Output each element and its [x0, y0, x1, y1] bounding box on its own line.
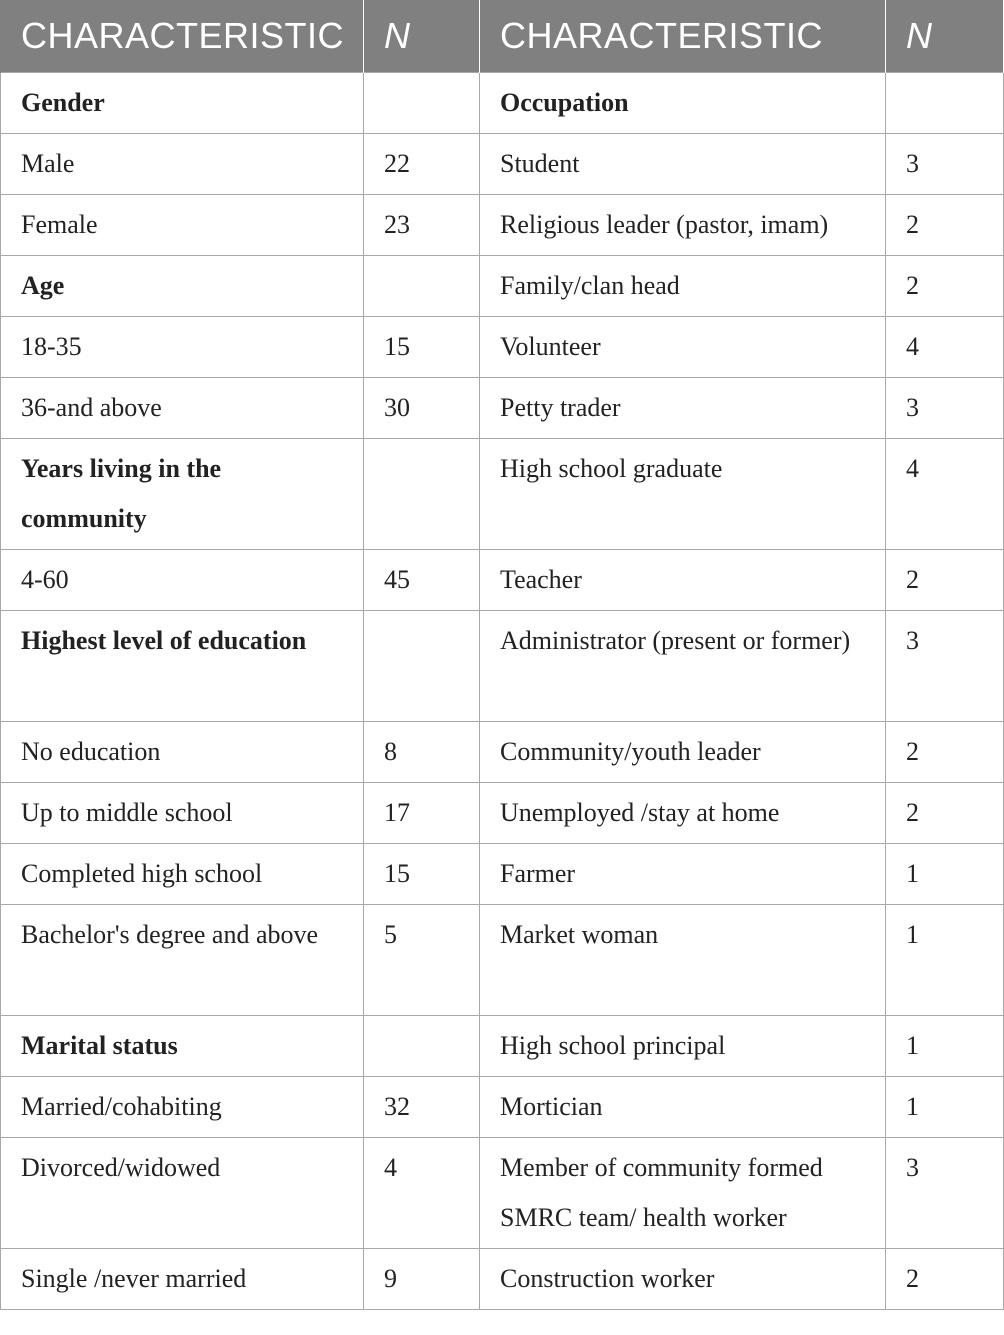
count-left-cell: 15	[364, 317, 480, 378]
characteristic-right-cell: Farmer	[480, 844, 886, 905]
characteristic-left-cell: Married/cohabiting	[1, 1077, 364, 1138]
table-row	[1, 1016, 1004, 1077]
count-right-cell: 2	[886, 1249, 1004, 1310]
count-left-cell: 32	[364, 1077, 480, 1138]
characteristic-right-cell: Construction worker	[480, 1249, 886, 1310]
characteristic-right-cell: Volunteer	[480, 317, 886, 378]
table-row	[1, 905, 1004, 1016]
characteristic-left-cell: Highest level of education	[1, 611, 364, 722]
characteristic-right-cell: Religious leader (pastor, imam)	[480, 195, 886, 256]
table-row	[1, 134, 1004, 195]
characteristic-left-cell: Up to middle school	[1, 783, 364, 844]
count-right-cell: 2	[886, 783, 1004, 844]
table-row	[1, 844, 1004, 905]
characteristic-left-cell: Single /never married	[1, 1249, 364, 1310]
count-left-cell: 5	[364, 905, 480, 1016]
count-left-cell: 9	[364, 1249, 480, 1310]
table-row	[1, 378, 1004, 439]
characteristic-right-cell: High school principal	[480, 1016, 886, 1077]
table-row	[1, 611, 1004, 722]
count-left-cell: 23	[364, 195, 480, 256]
count-right-cell: 3	[886, 1138, 1004, 1249]
count-left-cell	[364, 439, 480, 550]
characteristic-right-cell: Teacher	[480, 550, 886, 611]
table-header	[1, 0, 1004, 73]
characteristic-right-cell: High school graduate	[480, 439, 886, 550]
characteristic-left-cell: Bachelor's degree and above	[1, 905, 364, 1016]
header-n-left: N	[364, 0, 480, 73]
characteristic-right-cell: Student	[480, 134, 886, 195]
table-row	[1, 317, 1004, 378]
count-right-cell: 2	[886, 195, 1004, 256]
count-right-cell: 2	[886, 256, 1004, 317]
count-right-cell	[886, 73, 1004, 134]
count-left-cell: 45	[364, 550, 480, 611]
table-row	[1, 722, 1004, 783]
characteristic-left-cell: Female	[1, 195, 364, 256]
characteristic-left-cell: Gender	[1, 73, 364, 134]
count-right-cell: 3	[886, 134, 1004, 195]
count-right-cell: 4	[886, 317, 1004, 378]
count-left-cell: 8	[364, 722, 480, 783]
count-left-cell: 22	[364, 134, 480, 195]
characteristic-left-cell: Completed high school	[1, 844, 364, 905]
characteristic-left-cell: Years living in the community	[1, 439, 364, 550]
table-row	[1, 783, 1004, 844]
count-left-cell: 4	[364, 1138, 480, 1249]
count-left-cell	[364, 256, 480, 317]
characteristic-right-cell: Administrator (present or former)	[480, 611, 886, 722]
characteristic-right-cell: Family/clan head	[480, 256, 886, 317]
count-left-cell	[364, 1016, 480, 1077]
count-right-cell: 4	[886, 439, 1004, 550]
characteristic-right-cell: Community/youth leader	[480, 722, 886, 783]
table-row	[1, 1077, 1004, 1138]
table-row	[1, 550, 1004, 611]
count-left-cell: 17	[364, 783, 480, 844]
count-left-cell	[364, 73, 480, 134]
table-row	[1, 195, 1004, 256]
characteristic-left-cell: 4-60	[1, 550, 364, 611]
table-body	[1, 73, 1004, 1310]
header-row	[1, 0, 1004, 73]
count-right-cell: 1	[886, 1016, 1004, 1077]
count-right-cell: 2	[886, 550, 1004, 611]
characteristic-left-cell: 18-35	[1, 317, 364, 378]
count-left-cell	[364, 611, 480, 722]
header-n-right: N	[886, 0, 1004, 73]
characteristic-right-cell: Occupation	[480, 73, 886, 134]
count-left-cell: 30	[364, 378, 480, 439]
characteristic-right-cell: Market woman	[480, 905, 886, 1016]
table-row	[1, 1249, 1004, 1310]
count-right-cell: 1	[886, 1077, 1004, 1138]
characteristic-right-cell: Mortician	[480, 1077, 886, 1138]
characteristic-left-cell: Age	[1, 256, 364, 317]
count-left-cell: 15	[364, 844, 480, 905]
characteristic-right-cell: Member of community formed SMRC team/ health worker	[480, 1138, 886, 1249]
table-row	[1, 256, 1004, 317]
characteristic-left-cell: Divorced/widowed	[1, 1138, 364, 1249]
header-characteristic-right: CHARACTERISTIC	[480, 0, 886, 73]
characteristic-left-cell: Marital status	[1, 1016, 364, 1077]
table-row	[1, 73, 1004, 134]
header-characteristic-left: CHARACTERISTIC	[1, 0, 364, 73]
count-right-cell: 2	[886, 722, 1004, 783]
characteristic-left-cell: Male	[1, 134, 364, 195]
characteristic-left-cell: No education	[1, 722, 364, 783]
characteristic-left-cell: 36-and above	[1, 378, 364, 439]
table-row	[1, 439, 1004, 550]
table-row	[1, 1138, 1004, 1249]
characteristic-right-cell: Petty trader	[480, 378, 886, 439]
count-right-cell: 1	[886, 844, 1004, 905]
count-right-cell: 3	[886, 378, 1004, 439]
count-right-cell: 1	[886, 905, 1004, 1016]
count-right-cell: 3	[886, 611, 1004, 722]
characteristic-right-cell: Unemployed /stay at home	[480, 783, 886, 844]
